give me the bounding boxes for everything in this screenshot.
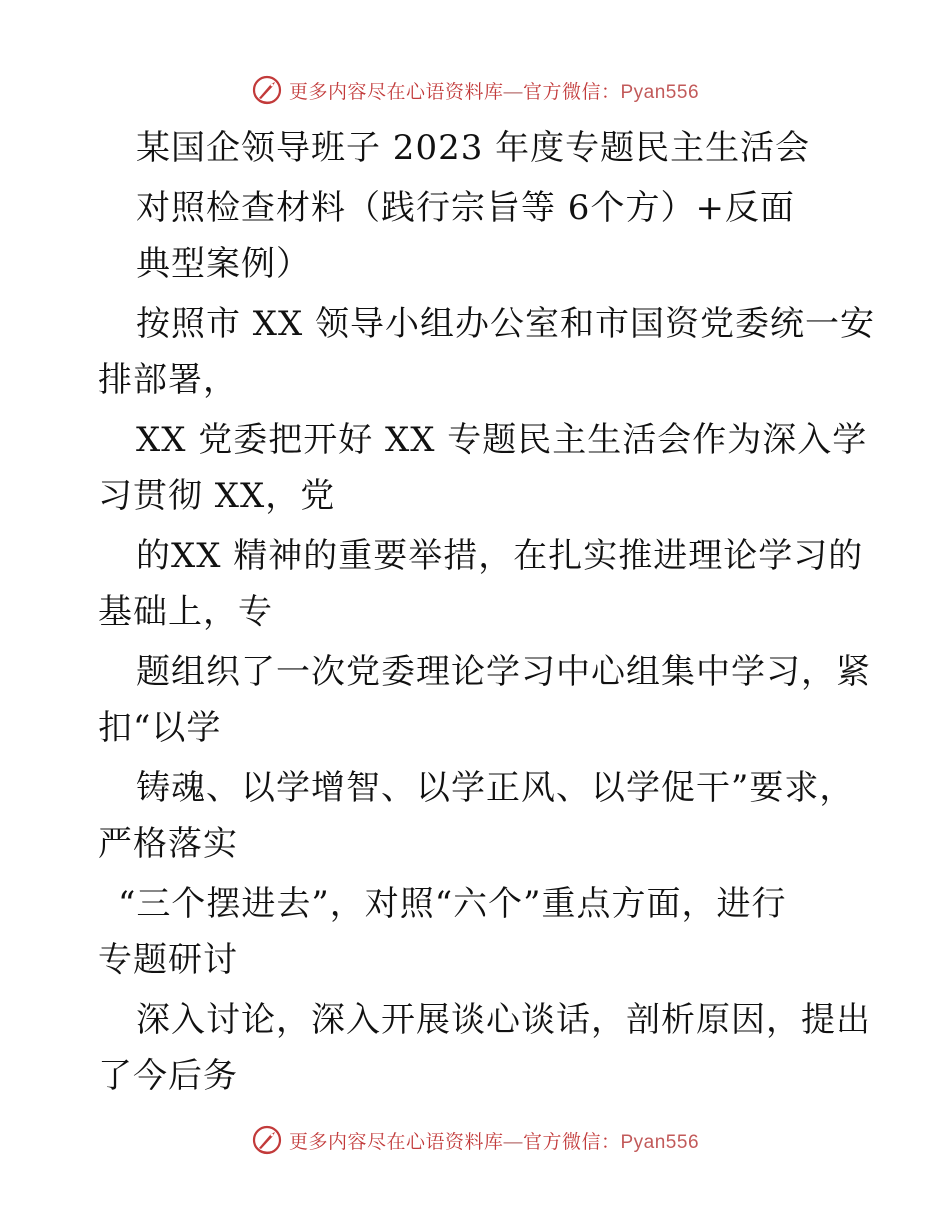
paragraph-line: 习贯彻 XX，党 bbox=[98, 476, 336, 516]
header-banner bbox=[0, 70, 950, 110]
paragraph-line: 扣“以学 bbox=[98, 708, 222, 748]
pen-nib-logo-icon bbox=[251, 74, 283, 106]
paragraph-line: 严格落实 bbox=[98, 824, 238, 864]
paragraph-line: XX 党委把开好 XX 专题民主生活会作为深入学 bbox=[136, 420, 868, 460]
paragraph-line: 排部署， bbox=[98, 360, 238, 400]
banner-dash: — bbox=[503, 1131, 523, 1153]
banner-wechat-label: 官方微信： bbox=[522, 81, 621, 103]
paragraph-line: 深入讨论，深入开展谈心谈话，剖析原因，提出 bbox=[136, 1000, 871, 1040]
banner-inner bbox=[251, 1124, 699, 1156]
paragraph-line: 了今后务 bbox=[98, 1056, 238, 1096]
footer-banner bbox=[0, 1120, 950, 1160]
paragraph-line: 的XX 精神的重要举措，在扎实推进理论学习的 bbox=[136, 536, 864, 576]
doc-title-line-1: 某国企领导班子 2023 年度专题民主生活会 bbox=[136, 128, 811, 168]
paragraph-line: 题组织了一次党委理论学习中心组集中学习，紧 bbox=[136, 652, 871, 692]
doc-title-line-3: 典型案例） bbox=[136, 244, 311, 284]
banner-site-name: 更多内容尽在心语资料库 bbox=[288, 1131, 504, 1153]
doc-title-line-2: 对照检查材料（践行宗旨等 6个方）+反面 bbox=[136, 188, 795, 228]
paragraph-line: 专题研讨 bbox=[98, 940, 238, 980]
banner-site-name: 更多内容尽在心语资料库 bbox=[288, 81, 504, 103]
paragraph-line: 按照市 XX 领导小组办公室和市国资党委统一安 bbox=[136, 304, 876, 344]
banner-wechat-id: Pyan556 bbox=[620, 1131, 700, 1153]
paragraph-line: “三个摆进去”，对照“六个”重点方面，进行 bbox=[118, 884, 787, 924]
banner-text bbox=[289, 1127, 699, 1154]
paragraph-line: 铸魂、以学增智、以学正风、以学促干”要求， bbox=[136, 768, 855, 808]
banner-wechat-id: Pyan556 bbox=[620, 81, 700, 103]
paragraph-line: 基础上，专 bbox=[98, 592, 273, 632]
banner-inner bbox=[251, 74, 699, 106]
pen-nib-logo-icon bbox=[251, 1124, 283, 1156]
banner-dash: — bbox=[503, 81, 523, 103]
banner-text bbox=[289, 77, 699, 104]
banner-wechat-label: 官方微信： bbox=[522, 1131, 621, 1153]
